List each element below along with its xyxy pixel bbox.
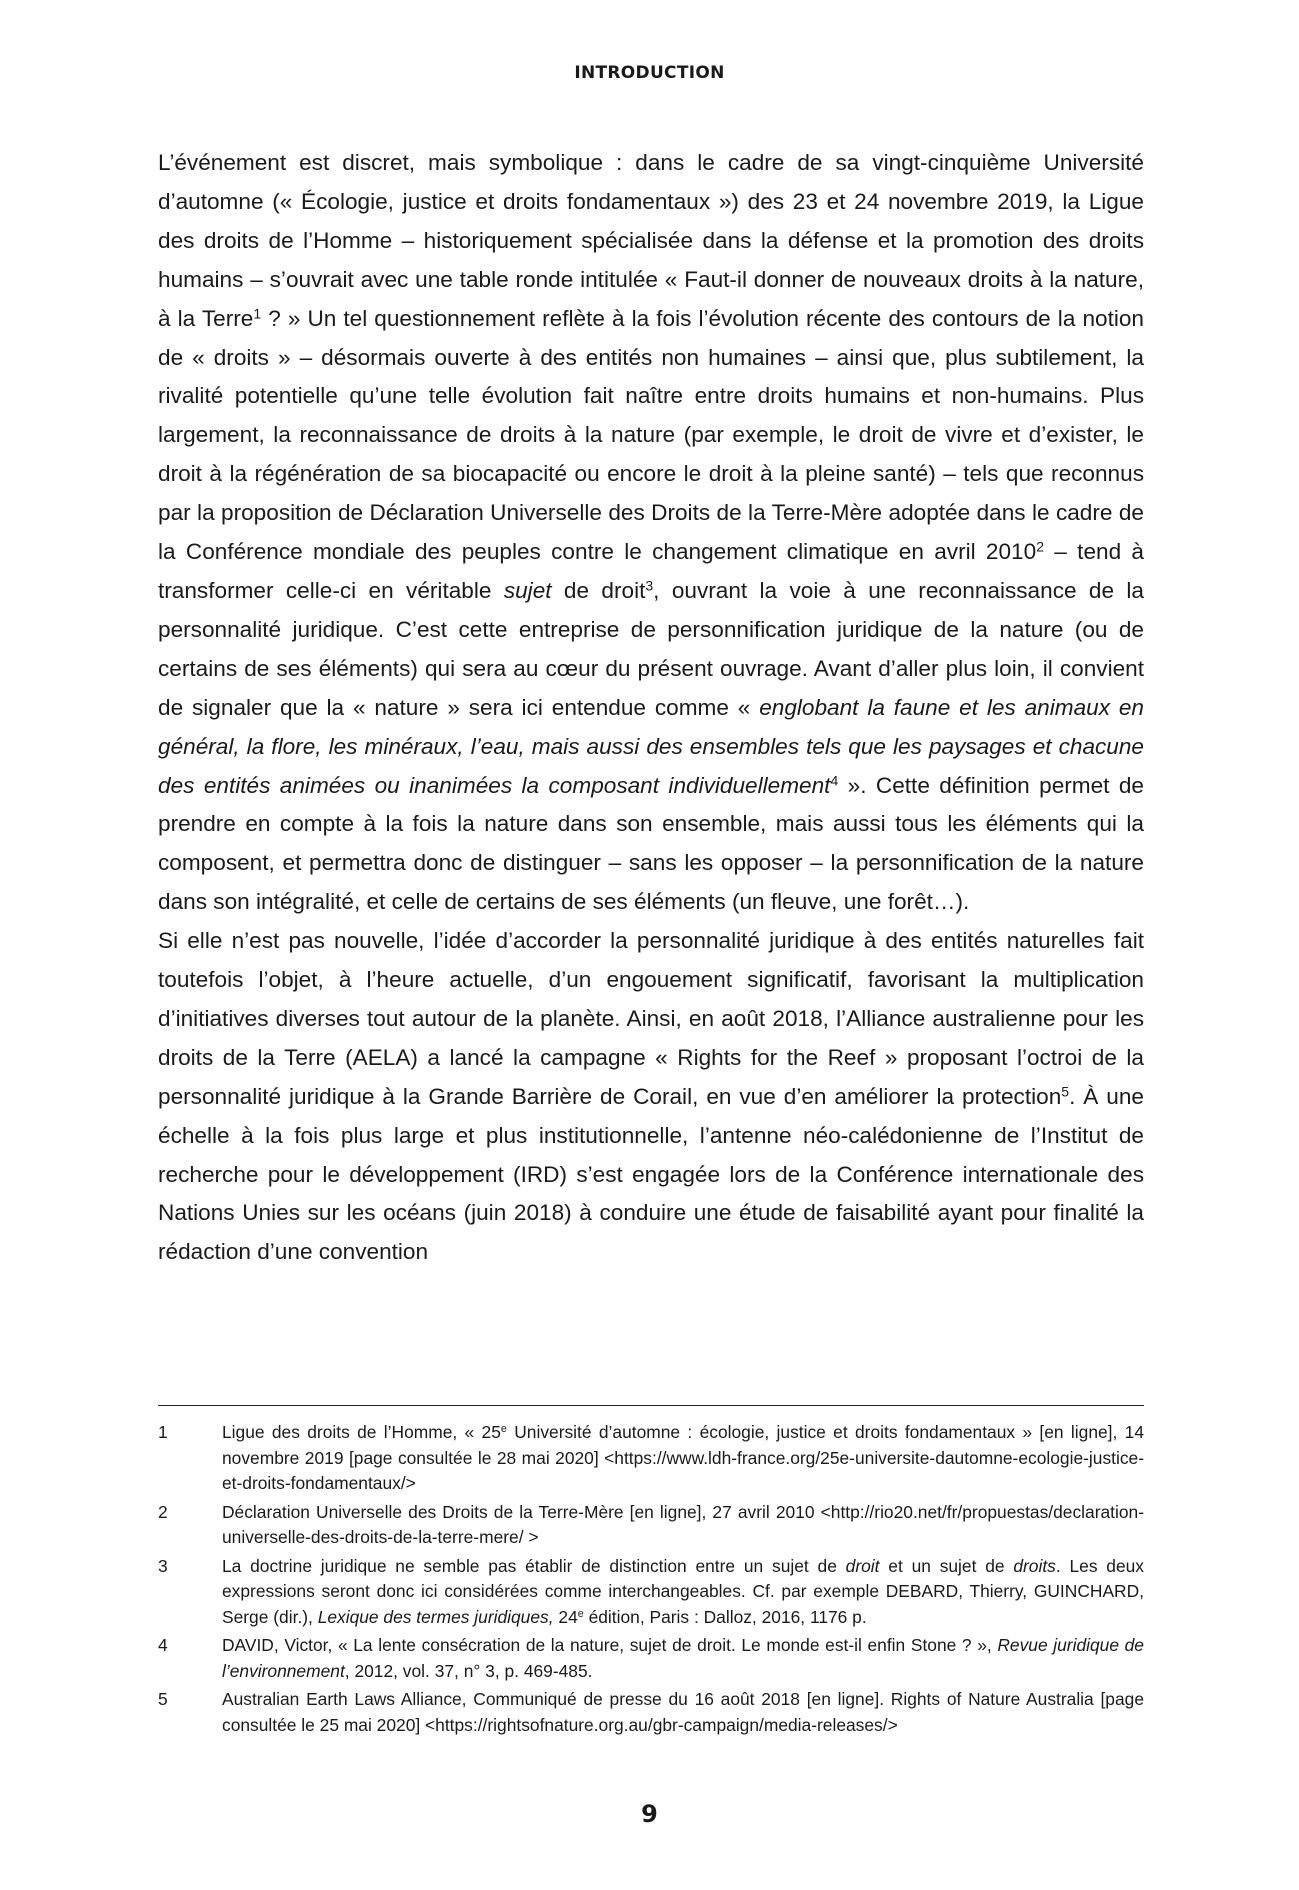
footnote-number: 5 [158, 1689, 168, 1709]
footnote-number: 1 [158, 1422, 168, 1442]
text-run: , ouvrant la voie à une reconnaissance de la personnalité juridique. C’est cette entreprise de personnification juridique de la nature (ou de certains de ses éléments) qui sera au cœur du présent ouvrage. Avant d’aller plus loin, il convient de signaler que la « nature » sera ici entendue comme « [158, 577, 1144, 720]
text-run: de droit [551, 577, 646, 603]
footnote-ref-2[interactable]: 2 [1036, 538, 1044, 555]
footnote-number: 3 [158, 1555, 168, 1576]
footnote-1 [158, 1420, 1144, 1497]
emphasis: droit [845, 1555, 880, 1576]
text-run: DAVID, Victor, « La lente consécration de la nature, sujet de droit. Le monde est-il enfin Stone ? », [222, 1635, 998, 1655]
footnote-ref-4[interactable]: 4 [830, 771, 839, 788]
footnotes [158, 1420, 1144, 1741]
text-run: L’événement est discret, mais symbolique : dans le cadre de sa vingt-cinquième Université d’automne (« Écologie, justice et droits fondamentaux ») des 23 et 24 novembre 2019, la Ligue des droits de l’Homme – historiquement spécialisée dans la défense et la promotion des droits humains – s’ouvrait avec une table ronde intitulée « Faut-il donner de nouveaux droits à la nature, à la Terre [158, 150, 1144, 331]
footnote-2 [158, 1500, 1144, 1551]
quoted-definition: englobant la faune et les animaux en général, la flore, les minéraux, l’eau, mais aussi des ensembles tels que les paysages et chacune des entités animées ou inanimées la composant individuellement [158, 694, 1144, 798]
footnote-text: Déclaration Universelle des Droits de la Terre-Mère [en ligne], 27 avril 2010 <http://rio20.net/fr/propuestas/declaration-universelle-des-droits-de-la-terre-mere/ > [222, 1501, 1144, 1547]
footnote-number: 4 [158, 1635, 168, 1655]
footnote-text [222, 1633, 1144, 1684]
page-number: 9 [641, 1800, 658, 1828]
text-run: édition, Paris : Dalloz, 2016, 1176 p. [583, 1606, 867, 1627]
running-title: INTRODUCTION [574, 63, 725, 83]
footnote-4 [158, 1633, 1144, 1684]
text-run: La doctrine juridique ne semble pas établir de distinction entre un sujet de [222, 1555, 846, 1576]
text-run: ». Cette définition permet de prendre en compte à la fois la nature dans son ensemble, mais aussi tous les éléments qui la composent, et permettra donc de distinguer – sans les opposer – la personnification de la nature dans son intégralité, et celle de certains de ses éléments (un fleuve, une forêt…). [158, 772, 1144, 915]
footnote-text: Australian Earth Laws Alliance, Communiqué de presse du 16 août 2018 [en ligne]. Rights of Nature Australia [page consultée le 25 mai 2020] <https://rightsofnature.org.au/gbr-campaign/media-releases/> [222, 1689, 1144, 1735]
footnote-ref-1[interactable]: 1 [253, 304, 262, 321]
footnote-text [222, 1420, 1144, 1497]
superscript: e [577, 1607, 584, 1620]
text-run: . À une échelle à la fois plus large et plus institutionnelle, l’antenne néo-calédonienne de l’Institut de recherche pour le développement (IRD) s’est engagée lors de la Conférence internationale des Nations Unies sur les océans (juin 2018) à conduire une étude de faisabilité ayant pour finalité la rédaction d’une convention [158, 1083, 1144, 1265]
superscript: e [500, 1423, 507, 1436]
paragraph-1 [158, 144, 1144, 922]
text-run: Ligue des droits de l’Homme, « 25 [222, 1422, 501, 1442]
emphasis: sujet [503, 577, 552, 603]
footnote-ref-3[interactable]: 3 [645, 577, 654, 594]
text-run: ? » Un tel questionnement reflète à la fois l’évolution récente des contours de la notion de « droits » – désormais ouverte à des entités non humaines – ainsi que, plus subtilement, la rivalité potentielle qu’une telle évolution fait naître entre droits humains et non-humains. Plus largement, la reconnaissance de droits à la nature (par exemple, le droit de vivre et d’exister, le droit à la régénération de sa biocapacité ou encore le droit à la pleine santé) – tels que reconnus par la proposition de Déclaration Universelle des Droits de la Terre-Mère adoptée dans le cadre de la Conférence mondiale des peuples contre le changement climatique en avril 2010 [158, 305, 1144, 565]
text-run: – tend à transformer celle-ci en véritable [158, 539, 1144, 603]
emphasis: droits [1013, 1555, 1056, 1576]
main-text [158, 144, 1144, 1272]
footnote-5 [158, 1687, 1144, 1738]
footnote-text [222, 1554, 1144, 1631]
footnote-separator [158, 1405, 1144, 1406]
footnote-3 [158, 1554, 1144, 1631]
footnote-ref-5[interactable]: 5 [1061, 1083, 1070, 1100]
journal-title: Revue juridique de l’environnement [222, 1635, 1144, 1681]
paragraph-2 [158, 922, 1144, 1272]
text-run: Université d’automne : écologie, justice et droits fondamentaux » [en ligne], 14 novembre 2019 [page consultée le 28 mai 2020] <https://www.ldh-france.org/25e-universite-dautomne-ecologie-justice-et-droits-fondamentaux/> [222, 1422, 1144, 1493]
text-run: et un sujet de [879, 1555, 1014, 1576]
text-run: 24 [553, 1606, 578, 1627]
text-run: . Les deux expressions seront donc ici considérées comme interchangeables. Cf. par exemple DEBARD, Thierry, GUINCHARD, Serge (dir.), [222, 1555, 1145, 1627]
book-title: Lexique des termes juridiques, [317, 1606, 554, 1627]
text-run: , 2012, vol. 37, n° 3, p. 469-485. [344, 1660, 593, 1681]
text-run: Si elle n’est pas nouvelle, l’idée d’accorder la personnalité juridique à des entités naturelles fait toutefois l’objet, à l’heure actuelle, d’un engouement significatif, favorisant la multiplication d’initiatives diverses tout autour de la planète. Ainsi, en août 2018, l’Alliance australienne pour les droits de la Terre (AELA) a lancé la campagne « Rights for the Reef » proposant l’octroi de la personnalité juridique à la Grande Barrière de Corail, en vue d’en améliorer la protection [158, 928, 1144, 1109]
footnote-number: 2 [158, 1501, 168, 1522]
